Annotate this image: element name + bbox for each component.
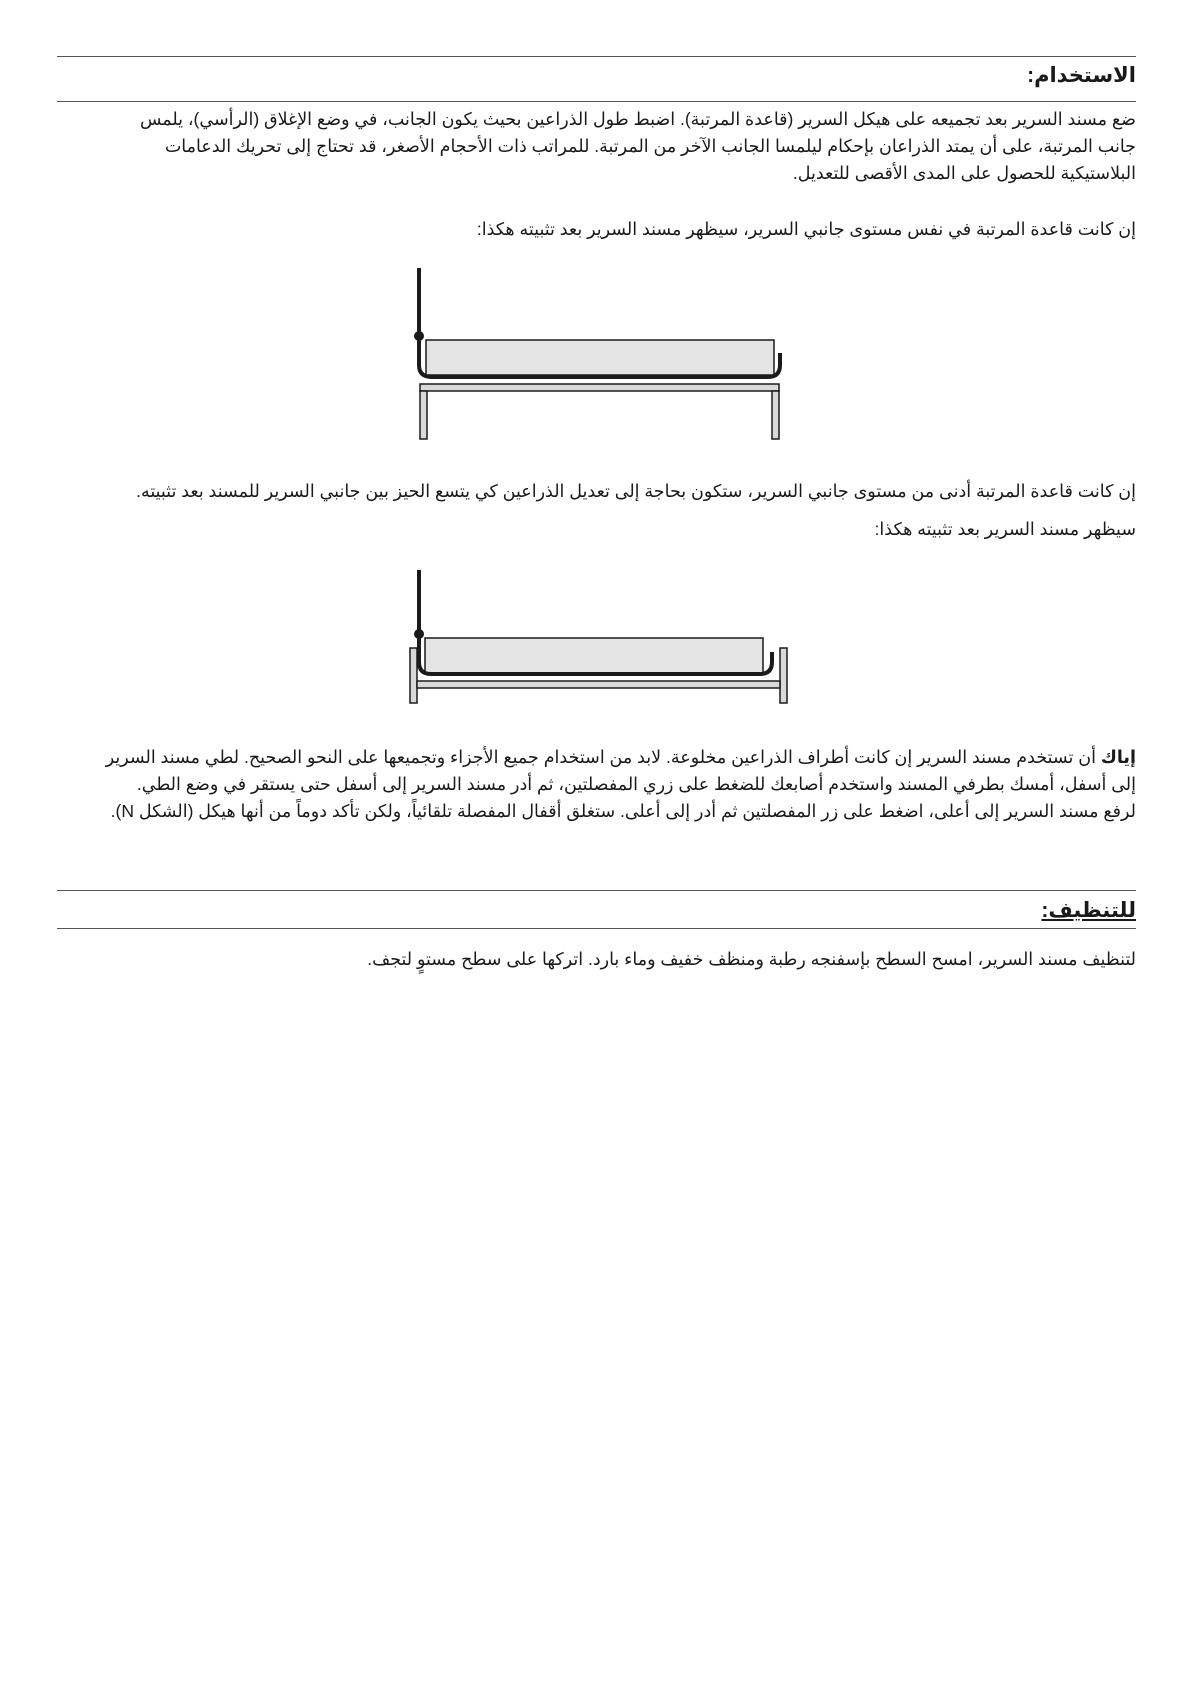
bed-frame-left-post [410, 648, 417, 703]
cleaning-heading: للتنظيف: [1041, 899, 1136, 922]
cleaning-heading-rule [57, 928, 1136, 929]
mattress [426, 340, 774, 375]
bed-frame-top [420, 384, 779, 391]
usage-heading-rule [57, 101, 1136, 102]
usage-heading: الاستخدام: [1027, 64, 1136, 87]
top-rule [57, 56, 1136, 57]
warning-text: أن تستخدم مسند السرير إن كانت أطراف الذراعين مخلوعة. لابد من استخدام جميع الأجزاء وتجميعها على النحو الصحيح. لطي مسند السرير إلى أسفل، أمسك بطرفي المسند واستخدم أصابعك للضغط على زري المفصلتين، ثم أدر مسند السرير إلى أسفل حتى يستقر في وضع الطي. لرفع مسند السرير إلى أعلى، اضغط على زر المفصلتين ثم أدر إلى أعلى. ستغلق أقفال المفصلة تلقائياً، ولكن تأكد دوماً من أنها هيكل (الشكل N). [105, 747, 1136, 821]
rail-hinge [414, 629, 424, 639]
warning-paragraph [104, 744, 1136, 825]
bed-frame-left-leg [420, 391, 427, 439]
mattress [425, 638, 763, 673]
usage-paragraph-3-line-2: سيظهر مسند السرير بعد تثبيته هكذا: [874, 519, 1136, 539]
rail-hinge [414, 331, 424, 341]
warning-emphasis: إياك [1100, 747, 1136, 767]
usage-paragraph-2: إن كانت قاعدة المرتبة في نفس مستوى جانبي السرير، سيظهر مسند السرير بعد تثبيته هكذا: [476, 219, 1136, 239]
bed-rail-same-level-diagram [390, 265, 800, 445]
bed-frame-right-post [780, 648, 787, 703]
bed-frame-top [417, 681, 780, 688]
cleaning-paragraph: لتنظيف مسند السرير، امسح السطح بإسفنجه رطبة ومنظف خفيف وماء بارد. اتركها على سطح مستوٍ لتجف. [367, 949, 1136, 969]
bed-rail-lower-base-diagram [400, 570, 800, 710]
cleaning-top-rule [57, 890, 1136, 891]
usage-paragraph-3-line-1: إن كانت قاعدة المرتبة أدنى من مستوى جانبي السرير، ستكون بحاجة إلى تعديل الذراعين كي يتسع الحيز بين جانبي السرير للمسند بعد تثبيته. [136, 481, 1136, 501]
usage-paragraph-1: ضع مسند السرير بعد تجميعه على هيكل السرير (قاعدة المرتبة). اضبط طول الذراعين بحيث يكون الجانب، في وضع الإغلاق (الرأسي)، يلمس جانب المرتبة، على أن يمتد الذراعان بإحكام ليلمسا الجانب الآخر من المرتبة. للمراتب ذات الأحجام الأصغر، قد تحتاج إلى تحريك الدعامات البلاستيكية للحصول على المدى الأقصى للتعديل. [139, 109, 1136, 183]
bed-frame-right-leg [772, 391, 779, 439]
